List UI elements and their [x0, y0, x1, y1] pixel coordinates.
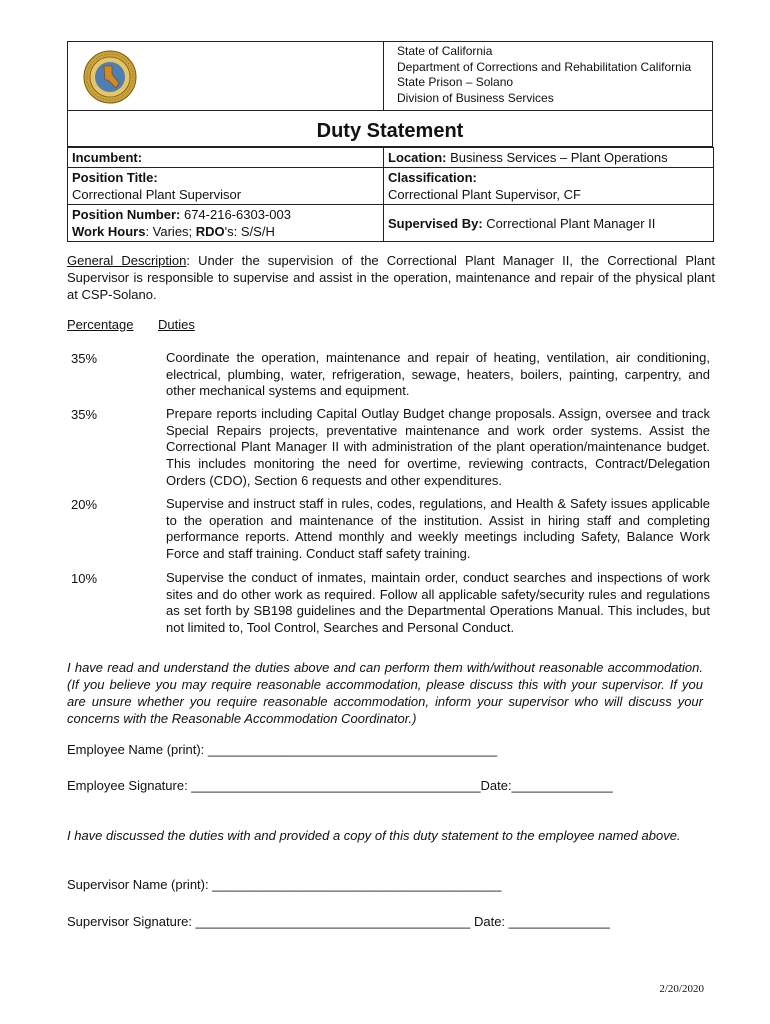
- position-number-label: Position Number:: [72, 207, 181, 222]
- classification-value: Correctional Plant Supervisor, CF: [388, 187, 581, 202]
- location-cell: [384, 148, 714, 168]
- work-hours-label: Work Hours: [72, 224, 146, 239]
- duty-percentage: 20%: [71, 497, 98, 512]
- percentage-header: Percentage: [67, 317, 134, 332]
- supervised-by-label: Supervised By:: [388, 215, 483, 231]
- seal-cell: [68, 42, 384, 110]
- incumbent-cell: [68, 148, 384, 168]
- position-number-value: 674-216-6303-003: [183, 207, 291, 222]
- agency-line: Division of Business Services: [397, 90, 554, 105]
- duty-text: Coordinate the operation, maintenance and repair of heating, ventilation, air conditioning, electrical, plumbing, water, refrigeration, sewage, heaters, boilers, painting, carpentry, and other mechanical systems and equipment.: [166, 350, 710, 399]
- supervisor-signature-line: Supervisor Signature: ______________________________________ Date: ______________: [67, 914, 610, 929]
- classification-label: Classification:: [388, 170, 477, 185]
- agency-block: [397, 44, 691, 106]
- position-number-cell: [68, 205, 384, 242]
- duties-header: Duties: [158, 317, 195, 332]
- agency-line: State Prison – Solano: [397, 75, 514, 89]
- location-value: Business Services – Plant Operations: [450, 150, 668, 165]
- agency-line: Department of Corrections and Rehabilitation California: [397, 59, 692, 74]
- general-description-text: : Under the supervision of the Correctional Plant Manager II, the Correctional Plant Supervisor is responsible to supervise and assist in the operation, maintenance and repair of the physical plant at CSP-Solano.: [67, 253, 716, 302]
- rdo-value: 's: S/S/H: [224, 224, 275, 239]
- ca-state-seal-icon: [83, 50, 137, 104]
- footer-date: 2/20/2020: [659, 983, 704, 995]
- header-box: [67, 41, 713, 111]
- duty-text: Supervise the conduct of inmates, maintain order, conduct searches and inspections of work sites and do other work as required. Follow all applicable safety/security rules and regulations as set forth by SB198 guidelines and the Departmental Operations Manual. This includes, but not limited to, Tool Control, Searches and Personal Conduct.: [166, 570, 710, 636]
- info-row: [68, 148, 714, 168]
- position-title-value: Correctional Plant Supervisor: [72, 187, 242, 202]
- supervisor-statement: I have discussed the duties with and provided a copy of this duty statement to the employee named above.: [67, 828, 681, 843]
- info-row: [68, 168, 714, 205]
- general-description-label: General Description: [67, 253, 187, 268]
- duty-percentage: 35%: [71, 351, 98, 366]
- employee-name-line: Employee Name (print): ________________________________________: [67, 742, 498, 757]
- general-description: [67, 252, 715, 303]
- page-title: Duty Statement: [316, 120, 464, 142]
- supervised-by-cell: [384, 205, 714, 242]
- rdo-label: RDO: [195, 224, 225, 239]
- duty-text: Supervise and instruct staff in rules, codes, regulations, and Health & Safety issues applicable to the operation and maintenance of the institution. Assist in hiring staff and completing performance reports. Attend monthly and weekly meetings including Safety, Balance Work Force and staff training. Conduct staff safety training.: [166, 496, 710, 562]
- duty-percentage: 35%: [71, 407, 98, 422]
- work-hours-value: : Varies;: [145, 224, 193, 239]
- acknowledgement-statement: I have read and understand the duties above and can perform them with/without reasonable accommodation. (If you believe you may require reasonable accommodation, please discuss this with your supervisor. If you are unsure whether you require reasonable accommodation, inform your supervisor who will discuss your concerns with the Reasonable Accommodation Coordinator.): [67, 660, 703, 726]
- position-title-label: Position Title:: [72, 170, 158, 185]
- location-label: Location:: [388, 150, 447, 165]
- duty-text: Prepare reports including Capital Outlay Budget change proposals. Assign, oversee and track Special Repairs projects, preventative maintenance and work order systems. Assist the Correctional Plant Manager II with administration of the plant operation/maintenance budget. This includes monitoring the need for overtime, reviewing contracts, Contract/Delegation Orders (CDO), Section 6 requests and other expenditures.: [166, 406, 710, 488]
- title-box: [67, 111, 713, 147]
- position-title-cell: [68, 168, 384, 205]
- info-row: [68, 205, 714, 242]
- classification-cell: [384, 168, 714, 205]
- supervised-by-value: Correctional Plant Manager II: [486, 215, 656, 231]
- employee-signature-line: Employee Signature: ________________________________________Date:______________: [67, 778, 613, 793]
- incumbent-label: Incumbent:: [72, 150, 143, 165]
- agency-line: State of California: [397, 44, 493, 58]
- info-table: [67, 147, 714, 242]
- supervisor-name-line: Supervisor Name (print): ________________________________________: [67, 877, 502, 892]
- duty-percentage: 10%: [71, 571, 98, 586]
